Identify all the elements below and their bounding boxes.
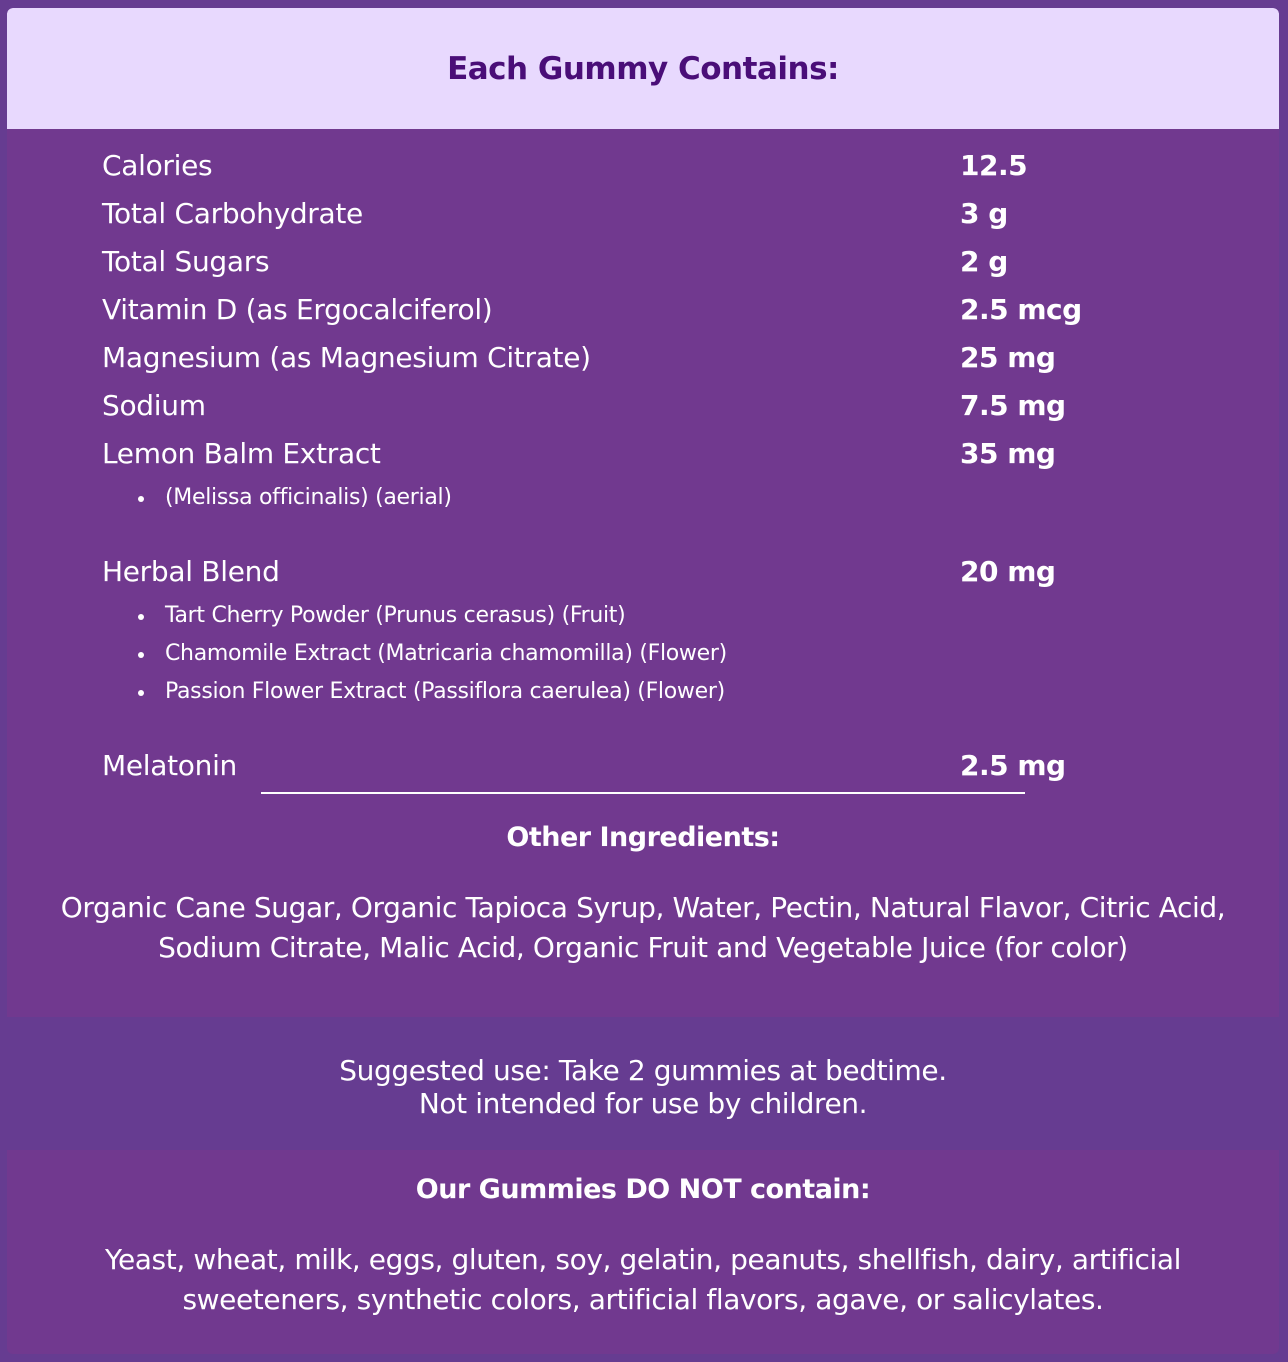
facts-title: Each Gummy Contains: bbox=[447, 50, 839, 87]
sub-ingredient-text: Passion Flower Extract (Passiflora caerulea) (Flower) bbox=[165, 679, 725, 704]
suggested-use-text: Suggested use: Take 2 gummies at bedtime. bbox=[339, 1054, 947, 1087]
nutrient-row-vitamin-d bbox=[102, 290, 1202, 330]
supplement-facts-panel bbox=[7, 8, 1279, 1354]
nutrient-amount: 2.5 mg bbox=[960, 749, 1066, 782]
nutrient-amount: 3 g bbox=[960, 197, 1008, 230]
nutrient-label: Lemon Balm Extract bbox=[102, 437, 381, 470]
nutrient-row-calories bbox=[102, 146, 1202, 186]
sub-ingredient-text: Chamomile Extract (Matricaria chamomilla) (Flower) bbox=[165, 641, 727, 666]
nutrient-amount: 2 g bbox=[960, 245, 1008, 278]
nutrient-row-total-sugars bbox=[102, 242, 1202, 282]
nutrient-row-melatonin bbox=[102, 746, 1202, 786]
nutrient-label: Sodium bbox=[102, 389, 206, 422]
facts-header bbox=[7, 8, 1279, 129]
nutrient-label: Vitamin D (as Ergocalciferol) bbox=[102, 293, 493, 326]
other-ingredients-line: Organic Cane Sugar, Organic Tapioca Syrup, Water, Pectin, Natural Flavor, Citric Acid, bbox=[60, 891, 1226, 924]
sub-ingredient-text: (Melissa officinalis) (aerial) bbox=[165, 485, 452, 510]
free-from-line: sweeteners, synthetic colors, artificial flavors, agave, or salicylates. bbox=[182, 1283, 1104, 1316]
free-from-line: Yeast, wheat, milk, eggs, gluten, soy, gelatin, peanuts, shellfish, dairy, artificial bbox=[104, 1243, 1182, 1276]
nutrient-label: Herbal Blend bbox=[102, 555, 280, 588]
free-from-title: Our Gummies DO NOT contain: bbox=[415, 1174, 871, 1205]
nutrient-label: Melatonin bbox=[102, 749, 238, 782]
nutrient-row-lemon-balm bbox=[102, 434, 1202, 474]
nutrient-row-magnesium bbox=[102, 338, 1202, 378]
usage-warning-text: Not intended for use by children. bbox=[418, 1087, 868, 1120]
nutrient-amount: 2.5 mcg bbox=[960, 293, 1082, 326]
other-ingredients-title: Other Ingredients: bbox=[506, 822, 780, 853]
bullet-icon bbox=[138, 614, 144, 620]
nutrient-label: Total Sugars bbox=[102, 245, 270, 278]
bullet-icon bbox=[138, 652, 144, 658]
nutrient-row-total-carbohydrate bbox=[102, 194, 1202, 234]
suggested-use-section bbox=[7, 1017, 1279, 1150]
nutrient-amount: 35 mg bbox=[960, 437, 1056, 470]
nutrient-amount: 25 mg bbox=[960, 341, 1056, 374]
sub-ingredient-text: Tart Cherry Powder (Prunus cerasus) (Fruit) bbox=[165, 603, 626, 628]
nutrient-amount: 12.5 bbox=[960, 149, 1028, 182]
bullet-icon bbox=[138, 496, 144, 502]
other-ingredients-line: Sodium Citrate, Malic Acid, Organic Fruit and Vegetable Juice (for color) bbox=[158, 931, 1128, 964]
nutrient-label: Total Carbohydrate bbox=[102, 197, 363, 230]
nutrient-row-herbal-blend bbox=[102, 552, 1202, 592]
section-divider bbox=[261, 792, 1025, 794]
nutrient-label: Calories bbox=[102, 149, 213, 182]
bullet-icon bbox=[138, 690, 144, 696]
nutrient-label: Magnesium (as Magnesium Citrate) bbox=[102, 341, 591, 374]
nutrient-amount: 7.5 mg bbox=[960, 389, 1066, 422]
nutrient-amount: 20 mg bbox=[960, 555, 1056, 588]
nutrient-row-sodium bbox=[102, 386, 1202, 426]
